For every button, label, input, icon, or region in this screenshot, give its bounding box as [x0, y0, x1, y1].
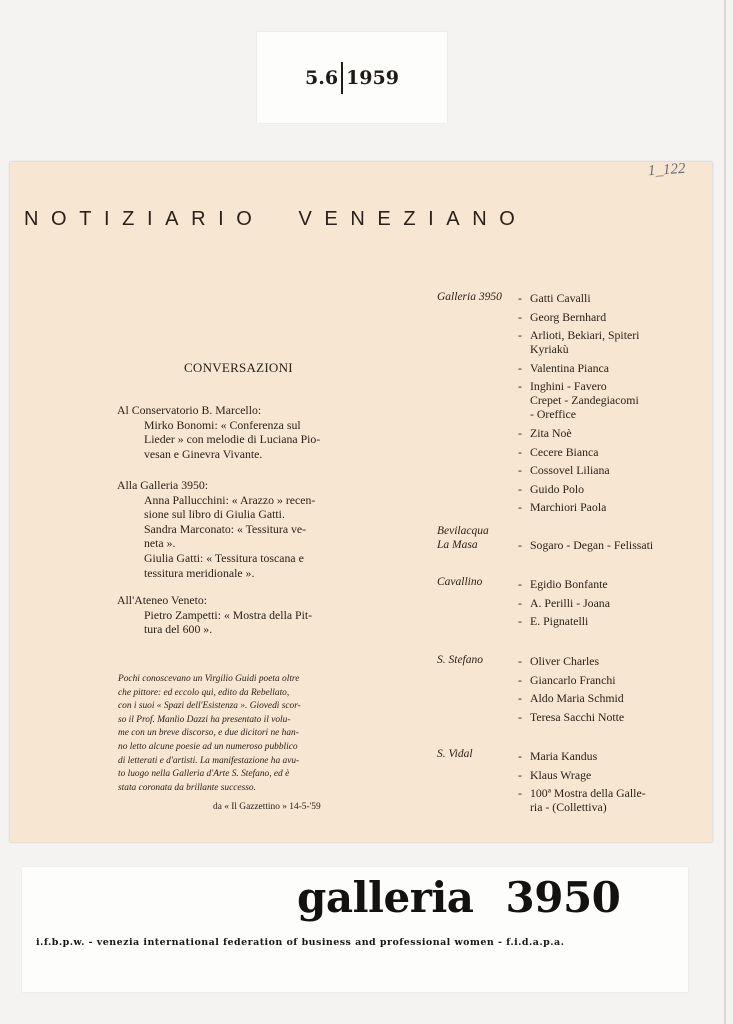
- exhibition-item: [518, 379, 688, 421]
- gallery-name-line: Cavallino: [437, 576, 483, 588]
- text-line: sione sul libro di Giulia Gatti.: [144, 507, 285, 522]
- masthead-word-1: NOTIZIARIO: [24, 208, 265, 230]
- gallery-name: [437, 525, 489, 552]
- exhibition-line: ria - (Collettiva): [530, 800, 607, 815]
- exhibition-item: [518, 749, 688, 763]
- article-line: me con un breve discorso, e due dicitori ne han-: [118, 728, 299, 739]
- exhibition-line: Arlioti, Bekiari, Spiteri: [530, 328, 640, 343]
- exhibition-line: Zita Noè: [530, 425, 572, 440]
- exhibition-item: [518, 768, 688, 782]
- exhibition-line: Marchiori Paola: [530, 500, 607, 515]
- exhibition-item: [518, 596, 688, 610]
- dash: -: [518, 481, 522, 496]
- text-line: Mirko Bonomi: « Conferenza sul: [144, 417, 301, 432]
- dash: -: [518, 691, 522, 706]
- dash: -: [518, 786, 522, 801]
- exhibition-item: [518, 500, 688, 514]
- exhibition-line: Cossovel Liliana: [530, 463, 610, 478]
- date-year: 1959: [346, 66, 399, 89]
- exhibition-line: 100ª Mostra della Galle-: [530, 786, 646, 801]
- exhibition-line: Egidio Bonfante: [530, 577, 608, 591]
- exhibition-item: [518, 710, 688, 724]
- exhibition-line: Crepet - Zandegiacomi: [530, 393, 639, 408]
- article-source: da « Il Gazzettino » 14-5-'59: [213, 802, 321, 812]
- dash: -: [518, 500, 522, 515]
- exhibition-list: [518, 538, 688, 557]
- exhibition-line: Valentina Pianca: [530, 360, 609, 375]
- exhibition-line: Maria Kandus: [530, 749, 598, 763]
- exhibition-line: Klaus Wrage: [530, 767, 592, 782]
- date-day-month: 5.6: [305, 66, 339, 89]
- exhibition-item: [518, 673, 688, 687]
- banner-subtitle: i.f.b.p.w. - venezia international federation of business and professional women - f.i.d.a.p.a.: [36, 937, 565, 948]
- conversation-block: [117, 478, 367, 580]
- gallery-name: [437, 654, 483, 668]
- banner-title-number: 3950: [505, 873, 621, 922]
- exhibition-item: [518, 291, 688, 305]
- exhibition-item: [518, 361, 688, 375]
- dash: -: [518, 538, 522, 552]
- gallery-name-line: Galleria 3950: [437, 291, 502, 303]
- text-line: tessitura meridionale ».: [144, 565, 255, 580]
- exhibition-line: Oliver Charles: [530, 654, 600, 668]
- exhibition-item: [518, 786, 688, 814]
- dash: -: [518, 291, 522, 305]
- exhibition-item: [518, 577, 688, 591]
- dash: -: [518, 425, 522, 440]
- article-line: so il Prof. Manlio Dazzi ha presentato il volu-: [118, 714, 291, 725]
- text-line: tura del 600 ».: [144, 622, 213, 637]
- conversation-block: [117, 593, 367, 637]
- date-divider: [341, 62, 343, 94]
- text-line: neta ».: [144, 536, 176, 551]
- article-line: con i suoi « Spazi dell'Esistenza ». Giovedì scor-: [118, 701, 301, 712]
- dash: -: [518, 654, 522, 668]
- conversations-heading: CONVERSAZIONI: [184, 360, 293, 375]
- exhibition-line: - Oreffice: [530, 407, 576, 422]
- gallery-name: [437, 748, 473, 762]
- venue-header: All'Ateneo Veneto:: [117, 593, 208, 607]
- exhibition-list: [518, 577, 688, 633]
- dash: -: [518, 767, 522, 782]
- dash: -: [518, 614, 522, 629]
- text-line: Sandra Marconato: « Tessitura ve-: [144, 521, 307, 536]
- banner-title-word: galleria: [297, 873, 474, 922]
- article-line: che pittore: ed eccolo qui, edito da Rebellato,: [118, 687, 290, 698]
- exhibition-item: [518, 482, 688, 496]
- exhibition-item: [518, 328, 688, 356]
- exhibition-line: Gatti Cavalli: [530, 291, 591, 305]
- dash: -: [518, 672, 522, 687]
- dash: -: [518, 577, 522, 591]
- exhibition-line: Sogaro - Degan - Felissati: [530, 538, 654, 552]
- gallery-banner: [22, 867, 688, 992]
- date-label: [257, 32, 447, 123]
- exhibition-list: [518, 291, 688, 519]
- pencil-annotation: 1_122: [647, 160, 686, 180]
- gallery-name-line: S. Stefano: [437, 654, 483, 666]
- gazzettino-article: [118, 673, 363, 795]
- article-line: stata coronata da brillante successo.: [118, 782, 256, 793]
- banner-title: [297, 873, 620, 922]
- exhibition-item: [518, 445, 688, 459]
- venue-header: Al Conservatorio B. Marcello:: [117, 403, 262, 417]
- article-line: di letterati e d'artisti. La manifestazione ha avu-: [118, 755, 300, 766]
- dash: -: [518, 309, 522, 324]
- text-line: Anna Pallucchini: « Arazzo » recen-: [144, 492, 316, 507]
- article-line: to luogo nella Galleria d'Arte S. Stefano, ed è: [118, 769, 290, 780]
- gallery-name-line: Bevilacqua: [437, 525, 489, 537]
- exhibition-item: [518, 538, 688, 552]
- conversation-block: [117, 403, 367, 461]
- text-line: Giulia Gatti: « Tessitura toscana e: [144, 550, 304, 565]
- dash: -: [518, 709, 522, 724]
- dash: -: [518, 328, 522, 343]
- exhibition-line: Inghini - Favero: [530, 379, 607, 394]
- exhibition-item: [518, 426, 688, 440]
- exhibition-item: [518, 310, 688, 324]
- dash: -: [518, 463, 522, 478]
- text-line: vesan e Ginevra Vivante.: [144, 446, 263, 461]
- exhibition-item: [518, 691, 688, 705]
- exhibition-list: [518, 654, 688, 728]
- gallery-name-line: S. Vidal: [437, 748, 473, 760]
- masthead: [24, 208, 700, 231]
- exhibition-line: E. Pignatelli: [530, 614, 589, 629]
- exhibition-list: [518, 749, 688, 819]
- text-line: Lieder » con melodie di Luciana Pio-: [144, 432, 321, 447]
- gallery-name: [437, 576, 482, 590]
- exhibition-line: Giancarlo Franchi: [530, 672, 616, 687]
- exhibition-item: [518, 614, 688, 628]
- text-line: Pietro Zampetti: « Mostra della Pit-: [144, 607, 313, 622]
- board-edge: [724, 0, 726, 1024]
- article-line: no letto alcune poesie ad un numeroso pubblico: [118, 741, 298, 752]
- gallery-name: [437, 291, 502, 305]
- dash: -: [518, 360, 522, 375]
- dash: -: [518, 379, 522, 394]
- exhibition-item: [518, 463, 688, 477]
- exhibition-line: Aldo Maria Schmid: [530, 691, 624, 706]
- article-line: Pochi conoscevano un Virgilio Guidi poeta oltre: [118, 674, 300, 684]
- venue-header: Alla Galleria 3950:: [117, 478, 209, 492]
- newsletter-sheet: [10, 162, 712, 842]
- dash: -: [518, 595, 522, 610]
- dash: -: [518, 749, 522, 763]
- exhibition-item: [518, 654, 688, 668]
- exhibition-line: Teresa Sacchi Notte: [530, 709, 625, 724]
- dash: -: [518, 444, 522, 459]
- exhibition-line: A. Perilli - Joana: [530, 595, 610, 610]
- exhibition-line: Kyriakù: [530, 342, 569, 357]
- gallery-name-line: La Masa: [437, 538, 478, 551]
- exhibition-line: Georg Bernhard: [530, 309, 607, 324]
- exhibition-line: Cecere Bianca: [530, 444, 599, 459]
- masthead-word-2: VENEZIANO: [298, 208, 528, 230]
- exhibition-line: Guido Polo: [530, 481, 585, 496]
